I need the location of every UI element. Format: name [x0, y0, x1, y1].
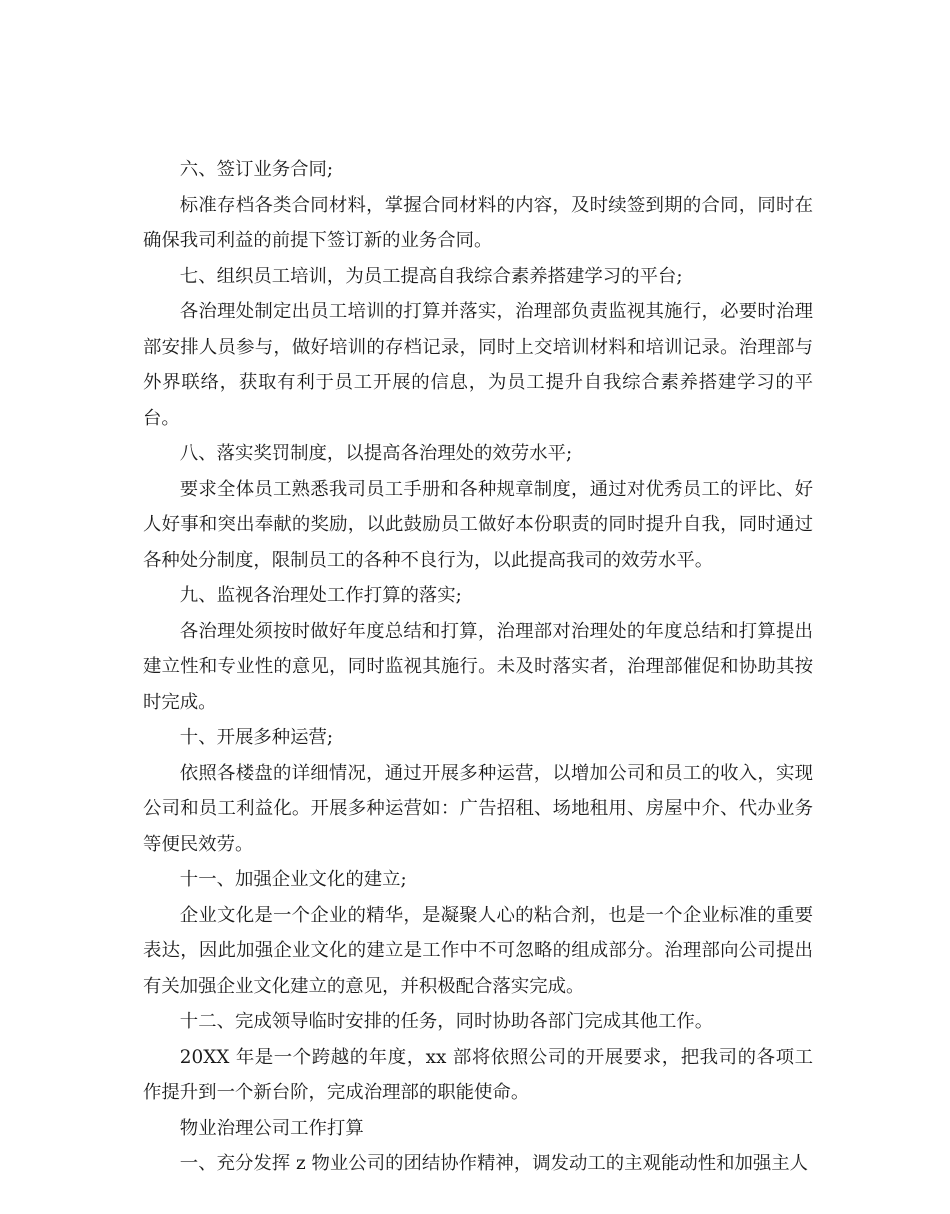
section-heading: 八、落实奖罚制度，以提高各治理处的效劳水平;	[179, 443, 573, 464]
body-paragraph: 20XX 年是一个跨越的年度，xx 部将依照公司的开展要求，把我司的各项工作提升到一个新台阶，完成治理部的职能使命。	[143, 1046, 813, 1103]
section-heading: 十二、完成领导临时安排的任务，同时协助各部门完成其他工作。	[179, 1011, 714, 1032]
section-heading: 七、组织员工培训，为员工提高自我综合素养搭建学习的平台;	[179, 265, 683, 287]
section-heading: 十一、加强企业文化的建立;	[179, 869, 407, 890]
body-paragraph: 一、充分发挥 z 物业公司的团结协作精神，调发动工的主观能动性和加强主人	[179, 1153, 809, 1174]
body-paragraph: 各治理处须按时做好年度总结和打算，治理部对治理处的年度总结和打算提出建立性和专业性的意见，同时监视其施行。未及时落实者，治理部催促和协助其按时完成。	[143, 620, 813, 713]
body-paragraph: 标准存档各类合同材料，掌握合同材料的内容，及时续签到期的合同，同时在确保我司利益的前提下签订新的业务合同。	[143, 194, 813, 251]
body-paragraph: 各治理处制定出员工培训的打算并落实，治理部负责监视其施行，必要时治理部安排人员参与，做好培训的存档记录，同时上交培训材料和培训记录。治理部与外界联络，获取有利于员工开展的信息，为员工提升自我综合素养搭建学习的平台。	[143, 301, 813, 429]
body-paragraph: 依照各楼盘的详细情况，通过开展多种运营，以增加公司和员工的收入，实现公司和员工利益化。开展多种运营如：广告招租、场地租用、房屋中介、代办业务等便民效劳。	[143, 762, 813, 855]
section-heading: 九、监视各治理处工作打算的落实;	[179, 585, 462, 606]
section-heading: 六、签订业务合同;	[179, 159, 334, 180]
document-page	[143, 152, 813, 1182]
body-paragraph: 要求全体员工熟悉我司员工手册和各种规章制度，通过对优秀员工的评比、好人好事和突出奉献的奖励，以此鼓励员工做好本份职责的同时提升自我，同时通过各种处分制度，限制员工的各种不良行为，以此提高我司的效劳水平。	[143, 478, 813, 571]
section-heading: 物业治理公司工作打算	[179, 1117, 364, 1139]
body-paragraph: 企业文化是一个企业的精华，是凝聚人心的粘合剂，也是一个企业标准的重要表达，因此加强企业文化的建立是工作中不可忽略的组成部分。治理部向公司提出有关加强企业文化建立的意见，并积极配合落实完成。	[143, 904, 813, 997]
section-heading: 十、开展多种运营;	[179, 727, 334, 748]
